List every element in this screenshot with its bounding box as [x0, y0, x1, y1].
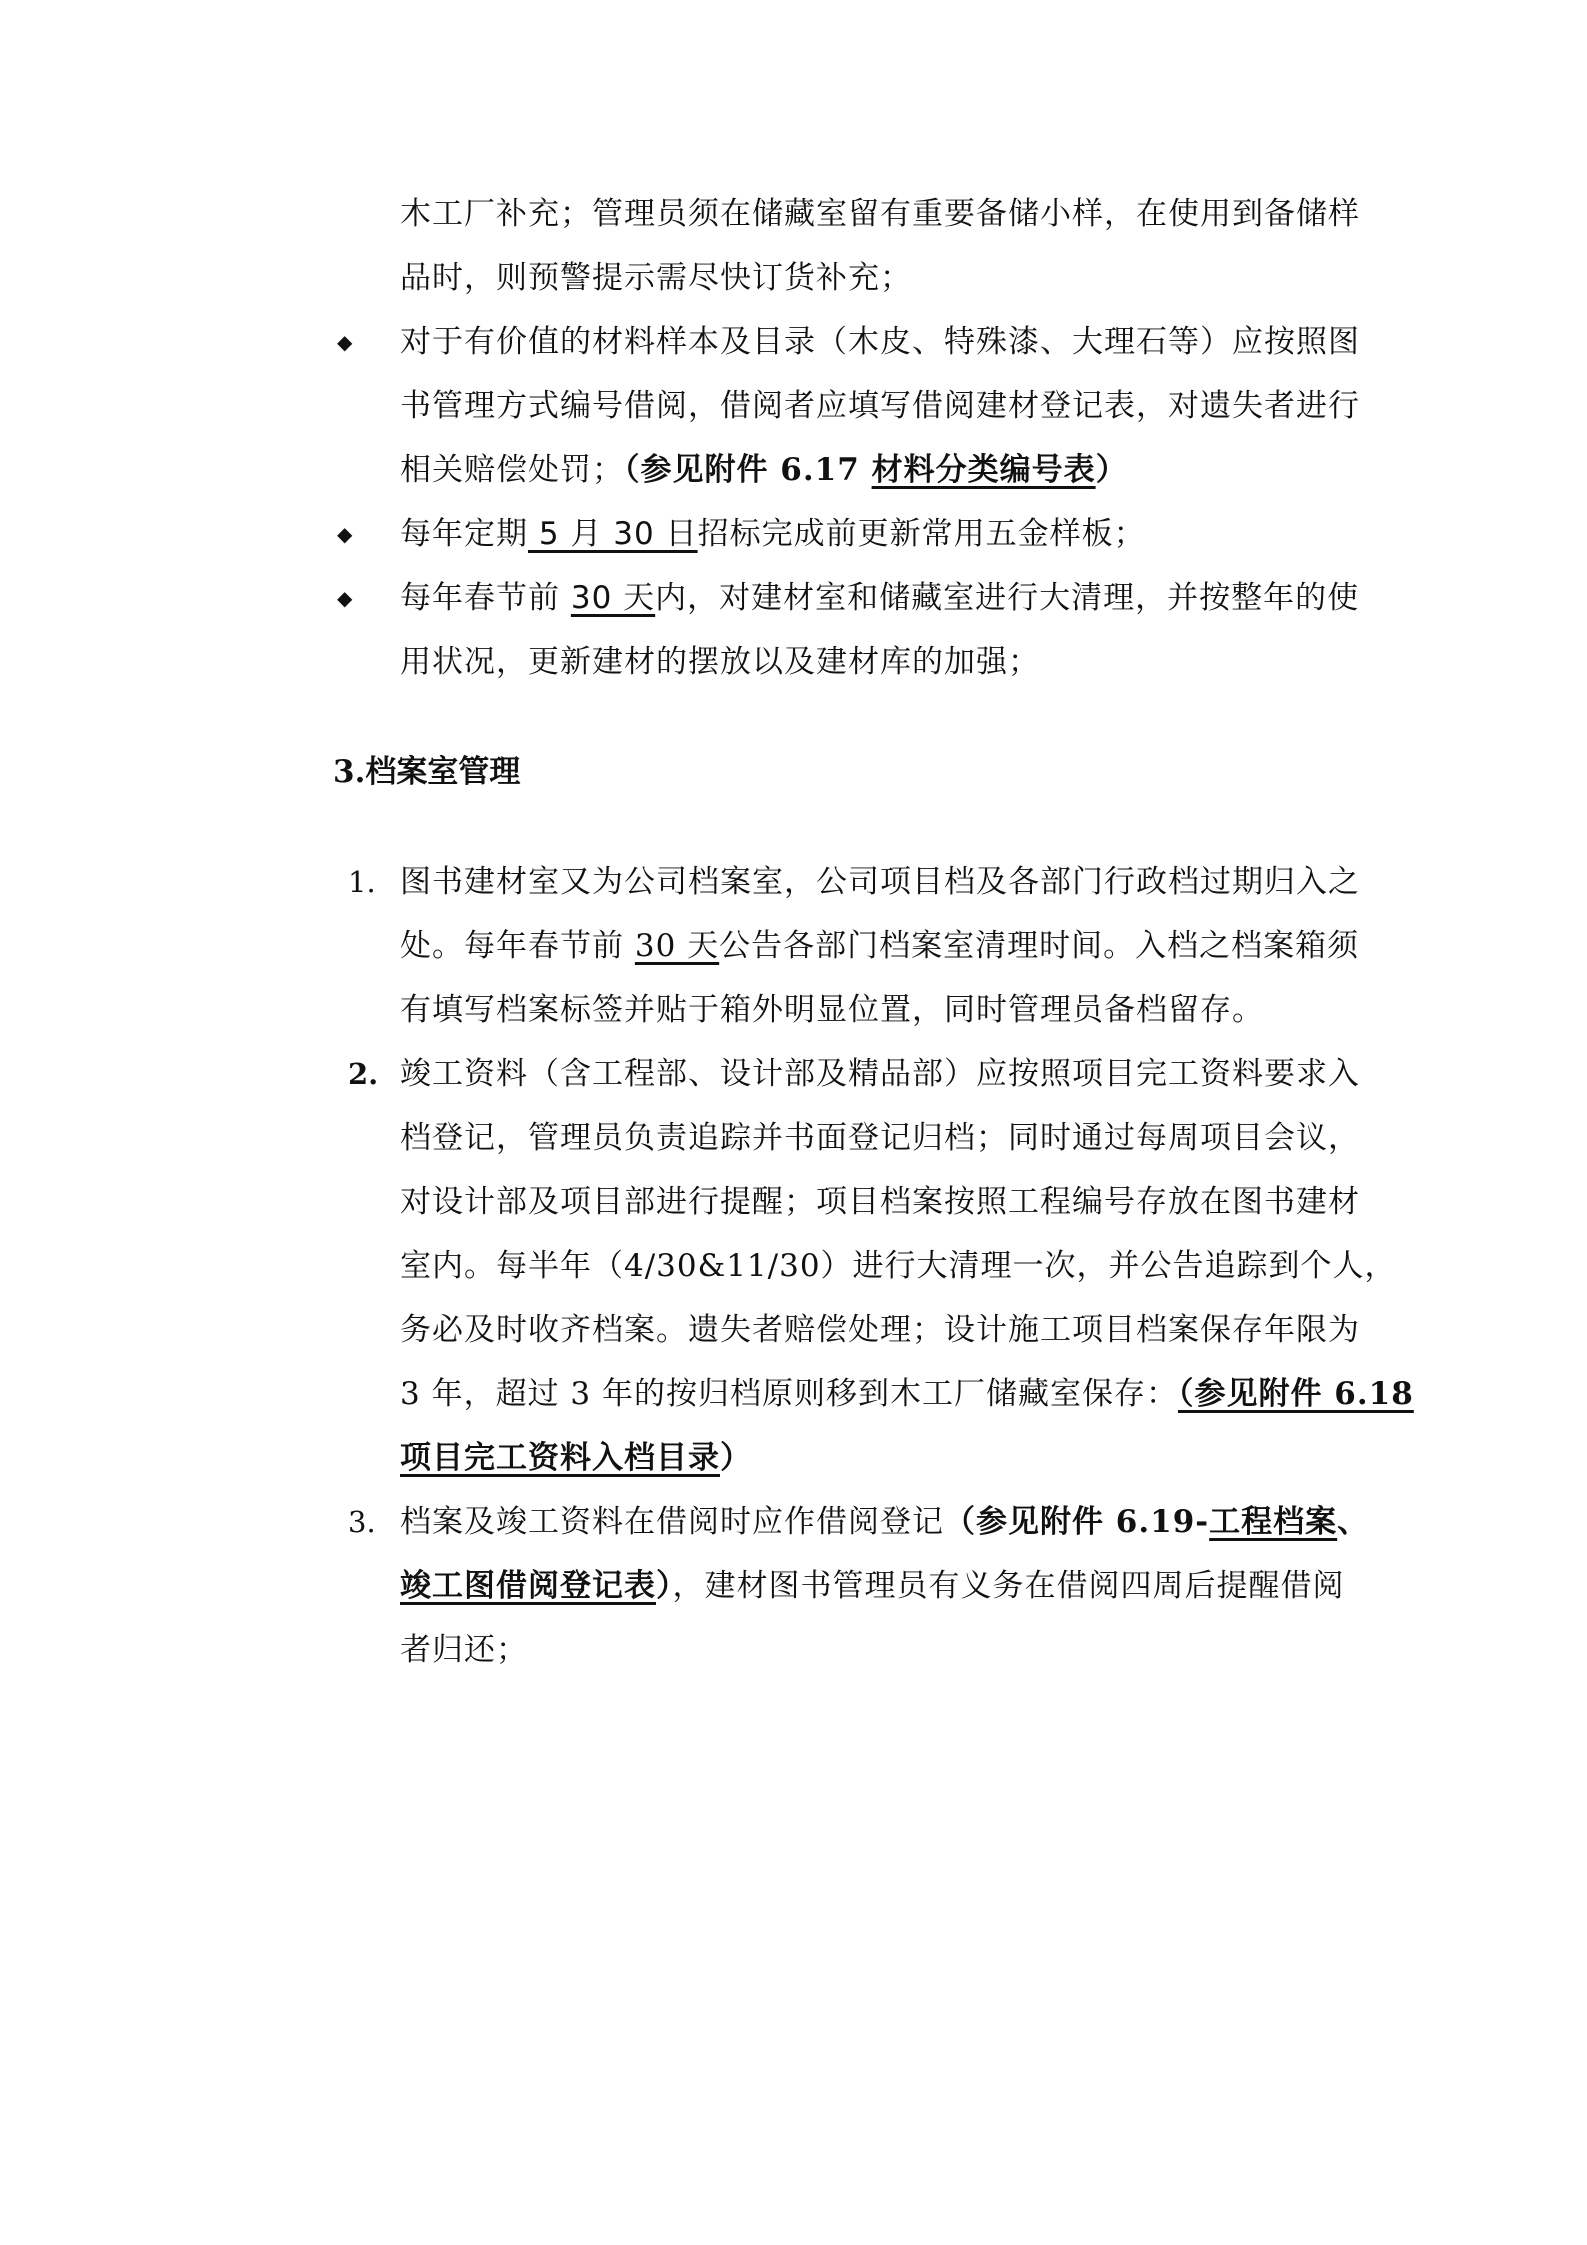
- bullet-text: 招标完成前更新常用五金样板；: [697, 516, 1146, 552]
- attachment-link-drawing-borrow-log[interactable]: 竣工图借阅登记表: [400, 1568, 656, 1604]
- reference-close: ）: [656, 1568, 673, 1604]
- section-heading: 3.档案室管理: [333, 754, 521, 790]
- reference-close: ）: [1095, 452, 1128, 488]
- list-item-line: 档登记，管理员负责追踪并书面登记归档；同时通过每周项目会议，: [400, 1120, 1360, 1156]
- list-item-line: [400, 926, 1359, 966]
- list-item-line: 对设计部及项目部进行提醒；项目档案按照工程编号存放在图书建材: [400, 1184, 1360, 1220]
- attachment-link-completion-index[interactable]: （参见附件 6.18: [1178, 1376, 1414, 1412]
- list-item-line: 者归还；: [400, 1632, 528, 1668]
- bullet-text: 内，对建材室和储藏室进行大清理，并按整年的使: [655, 580, 1360, 616]
- list-item-line: 务必及时收齐档案。遗失者赔偿处理；设计施工项目档案保存年限为: [400, 1312, 1360, 1348]
- list-text: 处。每年春节前: [400, 928, 635, 964]
- list-item-line: [400, 1374, 1414, 1414]
- list-item-line: [400, 1438, 752, 1478]
- list-number: 1.: [348, 865, 376, 899]
- list-item-line: [400, 1566, 1345, 1606]
- date-text: 5 月 30 日: [528, 516, 698, 552]
- bullet-item-line: 对于有价值的材料样本及目录（木皮、特殊漆、大理石等）应按照图: [400, 324, 1360, 360]
- days-text: 30 天: [570, 580, 656, 616]
- bullet-item-line: 用状况，更新建材的摆放以及建材库的加强；: [400, 644, 1040, 680]
- attachment-link-material-classification[interactable]: 材料分类编号表: [871, 452, 1096, 488]
- list-item-line: 竣工资料（含工程部、设计部及精品部）应按照项目完工资料要求入: [400, 1056, 1360, 1092]
- list-text: 公告各部门档案室清理时间。入档之档案箱须: [719, 928, 1360, 964]
- bullet-item-line: [400, 514, 1146, 554]
- bullet-diamond-icon: ◆: [337, 522, 353, 546]
- reference-open: （参见附件 6.19-: [944, 1504, 1210, 1540]
- bullet-diamond-icon: ◆: [337, 586, 353, 610]
- bullet-item-line: [400, 450, 1128, 490]
- list-text: ，建材图书管理员有义务在借阅四周后提醒借阅: [672, 1568, 1345, 1604]
- reference-open: （参见附件 6.17: [624, 452, 872, 488]
- bullet-item-line: [400, 578, 1359, 618]
- bullet-text: 相关赔偿处罚；: [400, 452, 624, 488]
- list-number: 3.: [348, 1505, 376, 1539]
- bullet-item-line: 书管理方式编号借阅，借阅者应填写借阅建材登记表，对遗失者进行: [400, 388, 1360, 424]
- attachment-link-project-archive[interactable]: 工程档案: [1209, 1504, 1338, 1540]
- list-item-line: 图书建材室又为公司档案室，公司项目档及各部门行政档过期归入之: [400, 864, 1360, 900]
- attachment-link-completion-index[interactable]: 项目完工资料入档目录: [400, 1440, 720, 1476]
- paragraph-line: 木工厂补充；管理员须在储藏室留有重要备储小样，在使用到备储样: [400, 196, 1360, 232]
- list-item-line: [400, 1502, 1369, 1542]
- reference-close: ）: [720, 1440, 752, 1476]
- paragraph-line: 品时，则预警提示需尽快订货补充；: [400, 260, 912, 296]
- reference-separator: 、: [1337, 1504, 1370, 1540]
- days-text: 30 天: [634, 928, 720, 964]
- list-item-line: 有填写档案标签并贴于箱外明显位置，同时管理员备档留存。: [400, 992, 1264, 1028]
- bullet-text: 每年定期: [400, 516, 528, 552]
- list-number: 2.: [348, 1057, 379, 1091]
- bullet-diamond-icon: ◆: [337, 330, 353, 354]
- list-text: 3 年，超过 3 年的按归档原则移到木工厂储藏室保存：: [400, 1376, 1179, 1412]
- list-item-line: 室内。每半年（4/30&11/30）进行大清理一次，并公告追踪到个人，: [400, 1248, 1397, 1284]
- list-text: 档案及竣工资料在借阅时应作借阅登记: [400, 1504, 944, 1540]
- bullet-text: 每年春节前: [400, 580, 571, 616]
